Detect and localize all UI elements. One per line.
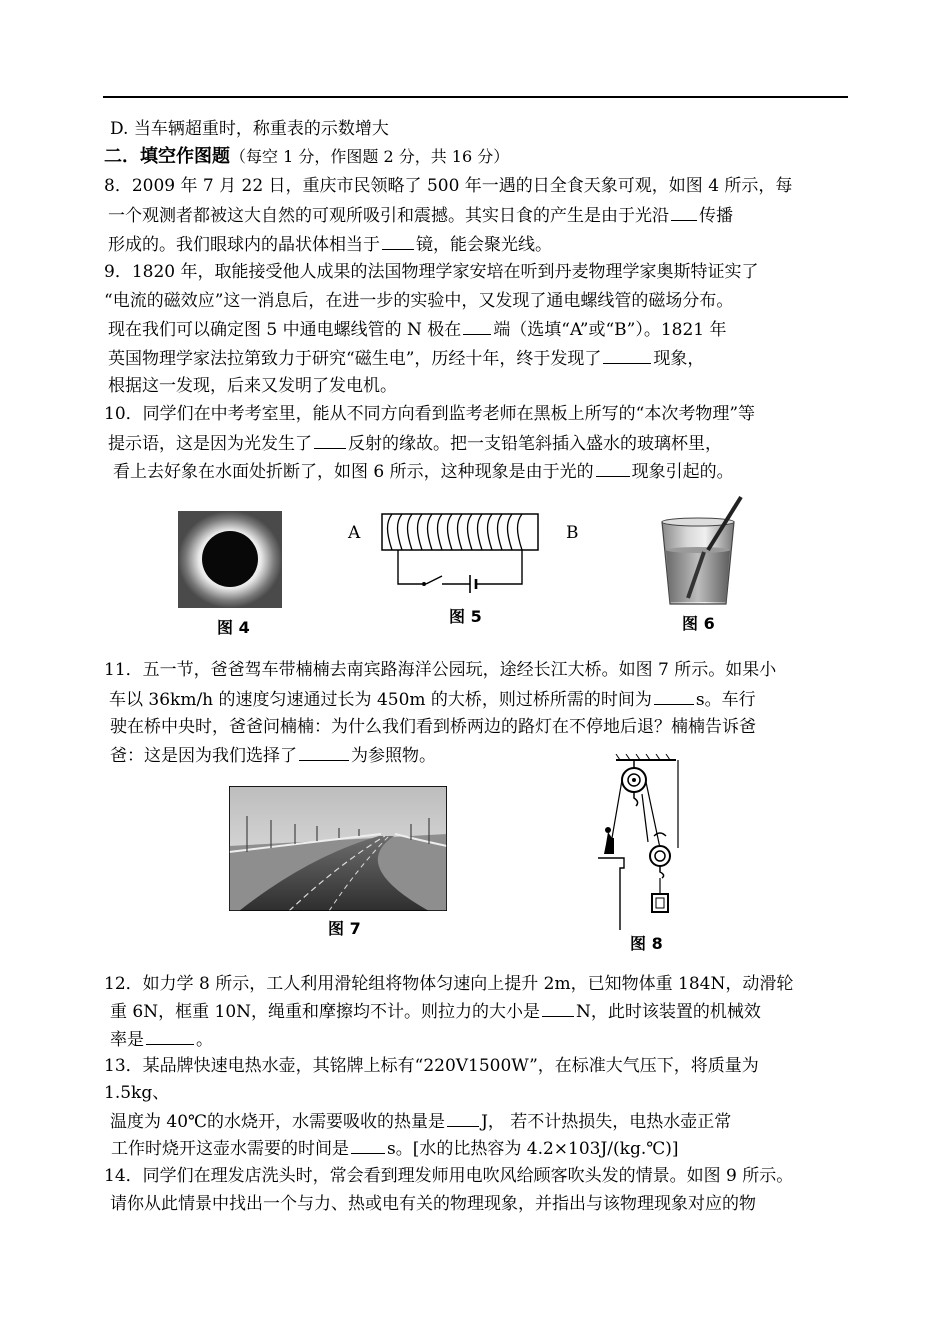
figure-8-caption: 图 8 (630, 934, 663, 953)
q11-line-3: 驶在桥中央时，爸爸问楠楠：为什么我们看到桥两边的路灯在不停地后退？楠楠告诉爸 (110, 717, 756, 737)
q9-text: 现象， (653, 349, 705, 369)
answer-blank[interactable] (463, 318, 491, 335)
q12-line-3 (110, 1028, 213, 1052)
q10-line-1: 10．同学们在中考考室里，能从不同方向看到监考老师在黑板上所写的“本次考物理”等 (104, 404, 756, 424)
q12-text: N，此时该装置的机械效 (576, 1002, 761, 1022)
q8-line-2 (108, 204, 733, 228)
q12-text: 重 6N，框重 10N，绳重和摩擦均不计。则拉力的大小是 (110, 1002, 541, 1022)
q12-text: 率是 (110, 1030, 144, 1050)
q9-line-5: 根据这一发现，后来又发明了发电机。 (108, 376, 397, 396)
q14-line-1: 14．同学们在理发店洗头时，常会看到理发师用电吹风给顾客吹头发的情景。如图 9 所示。 (104, 1166, 794, 1186)
q9-line-3 (108, 318, 727, 342)
q13-text: 温度为 40℃的水烧开，水需要吸收的热量是 (110, 1112, 446, 1132)
answer-blank[interactable] (671, 204, 697, 221)
q14-line-2: 请你从此情景中找出一个与力、热或电有关的物理现象，并指出与该物理现象对应的物 (110, 1194, 756, 1214)
q10-line-3 (113, 460, 734, 484)
q10-text: 提示语，这是因为光发生了 (108, 434, 312, 454)
q13-line-2: 1.5kg、 (104, 1083, 170, 1103)
q9-line-4 (108, 347, 704, 371)
answer-blank[interactable] (447, 1110, 479, 1127)
top-rule (103, 96, 848, 98)
bridge-road-photo (229, 786, 447, 911)
q8-text: 形成的。我们眼球内的晶状体相当于 (108, 235, 380, 255)
q9-text: 现在我们可以确定图 5 中通电螺线管的 N 极在 (108, 320, 462, 340)
q11-text: s。车行 (695, 690, 756, 710)
section-title: 二．填空作图题 (104, 146, 230, 167)
solenoid-circuit-diagram (380, 508, 545, 600)
q9-text: 英国物理学家法拉第致力于研究“磁生电”，历经十年，终于发现了 (108, 349, 602, 369)
q13-text: 工作时烧开这壶水需要的时间是 (111, 1139, 349, 1159)
figure-7-caption: 图 7 (328, 919, 361, 938)
q9-line-2: “电流的磁效应”这一消息后，在进一步的实验中，又发现了通电螺线管的磁场分布。 (104, 291, 734, 311)
figure-5-caption: 图 5 (449, 607, 482, 626)
pulley-system-diagram (594, 754, 684, 930)
q13-line-3 (110, 1110, 731, 1134)
q11-line-2 (109, 688, 756, 712)
q12-text: 。 (196, 1030, 213, 1050)
figure-4-caption: 图 4 (217, 618, 250, 637)
answer-blank[interactable] (596, 460, 630, 477)
q12-line-2 (110, 1000, 761, 1024)
q11-line-4 (110, 744, 436, 768)
q11-text: 为参照物。 (351, 746, 436, 766)
solar-eclipse-image (178, 511, 282, 608)
section-note: （每空 1 分，作图题 2 分，共 16 分） (230, 147, 510, 166)
q8-text: 一个观测者都被这大自然的可观所吸引和震撼。其实日食的产生是由于光沿 (108, 206, 669, 226)
q10-text: 看上去好象在水面处折断了，如图 6 所示，这种现象是由于光的 (113, 462, 594, 482)
q13-text: s。[水的比热容为 4.2×103J/(kg.℃)] (387, 1139, 679, 1159)
q13-text: J， 若不计热损失，电热水壶正常 (481, 1112, 732, 1132)
q9-text: 端（选填“A”或“B”）。1821 年 (493, 320, 727, 340)
q10-text: 反射的缘故。把一支铅笔斜插入盛水的玻璃杯里， (348, 434, 722, 454)
q11-line-1: 11．五一节，爸爸驾车带楠楠去南宾路海洋公园玩，途经长江大桥。如图 7 所示。如果小 (104, 660, 777, 680)
answer-blank[interactable] (351, 1137, 385, 1154)
q8-text: 传播 (699, 206, 733, 226)
q9-line-1: 9．1820 年，取能接受他人成果的法国物理学家安培在听到丹麦物理学家奥斯特证实了 (104, 262, 759, 282)
option-d: D. 当车辆超重时，称重表的示数增大 (110, 119, 389, 139)
answer-blank[interactable] (146, 1028, 194, 1045)
answer-blank[interactable] (299, 744, 349, 761)
q12-line-1: 12．如力学 8 所示，工人利用滑轮组将物体匀速向上提升 2m，已知物体重 184N，动滑轮 (104, 974, 794, 994)
answer-blank[interactable] (542, 1000, 574, 1017)
answer-blank[interactable] (314, 432, 346, 449)
q10-text: 现象引起的。 (631, 462, 734, 482)
solenoid-end-label-a: A (348, 523, 361, 543)
glass-with-pencil-image (648, 494, 748, 610)
q13-line-4 (111, 1137, 679, 1161)
q11-text: 爸：这是因为我们选择了 (110, 746, 297, 766)
q11-text: 车以 36km/h 的速度匀速通过长为 450m 的大桥，则过桥所需的时间为 (109, 690, 652, 710)
q8-text: 镜，能会聚光线。 (416, 235, 552, 255)
answer-blank[interactable] (654, 688, 694, 705)
figure-6-caption: 图 6 (682, 614, 715, 633)
answer-blank[interactable] (603, 347, 651, 364)
q8-line-3 (108, 233, 552, 257)
solenoid-end-label-b: B (566, 523, 579, 543)
answer-blank[interactable] (382, 233, 414, 250)
section-heading (104, 146, 509, 170)
q10-line-2 (108, 432, 722, 456)
q8-line-1: 8．2009 年 7 月 22 日，重庆市民领略了 500 年一遇的日全食天象可观，如图 4 所示，每 (104, 176, 793, 196)
q13-line-1: 13．某品牌快速电热水壶，其铭牌上标有“220V1500W”，在标准大气压下，将质量为 (104, 1056, 759, 1076)
